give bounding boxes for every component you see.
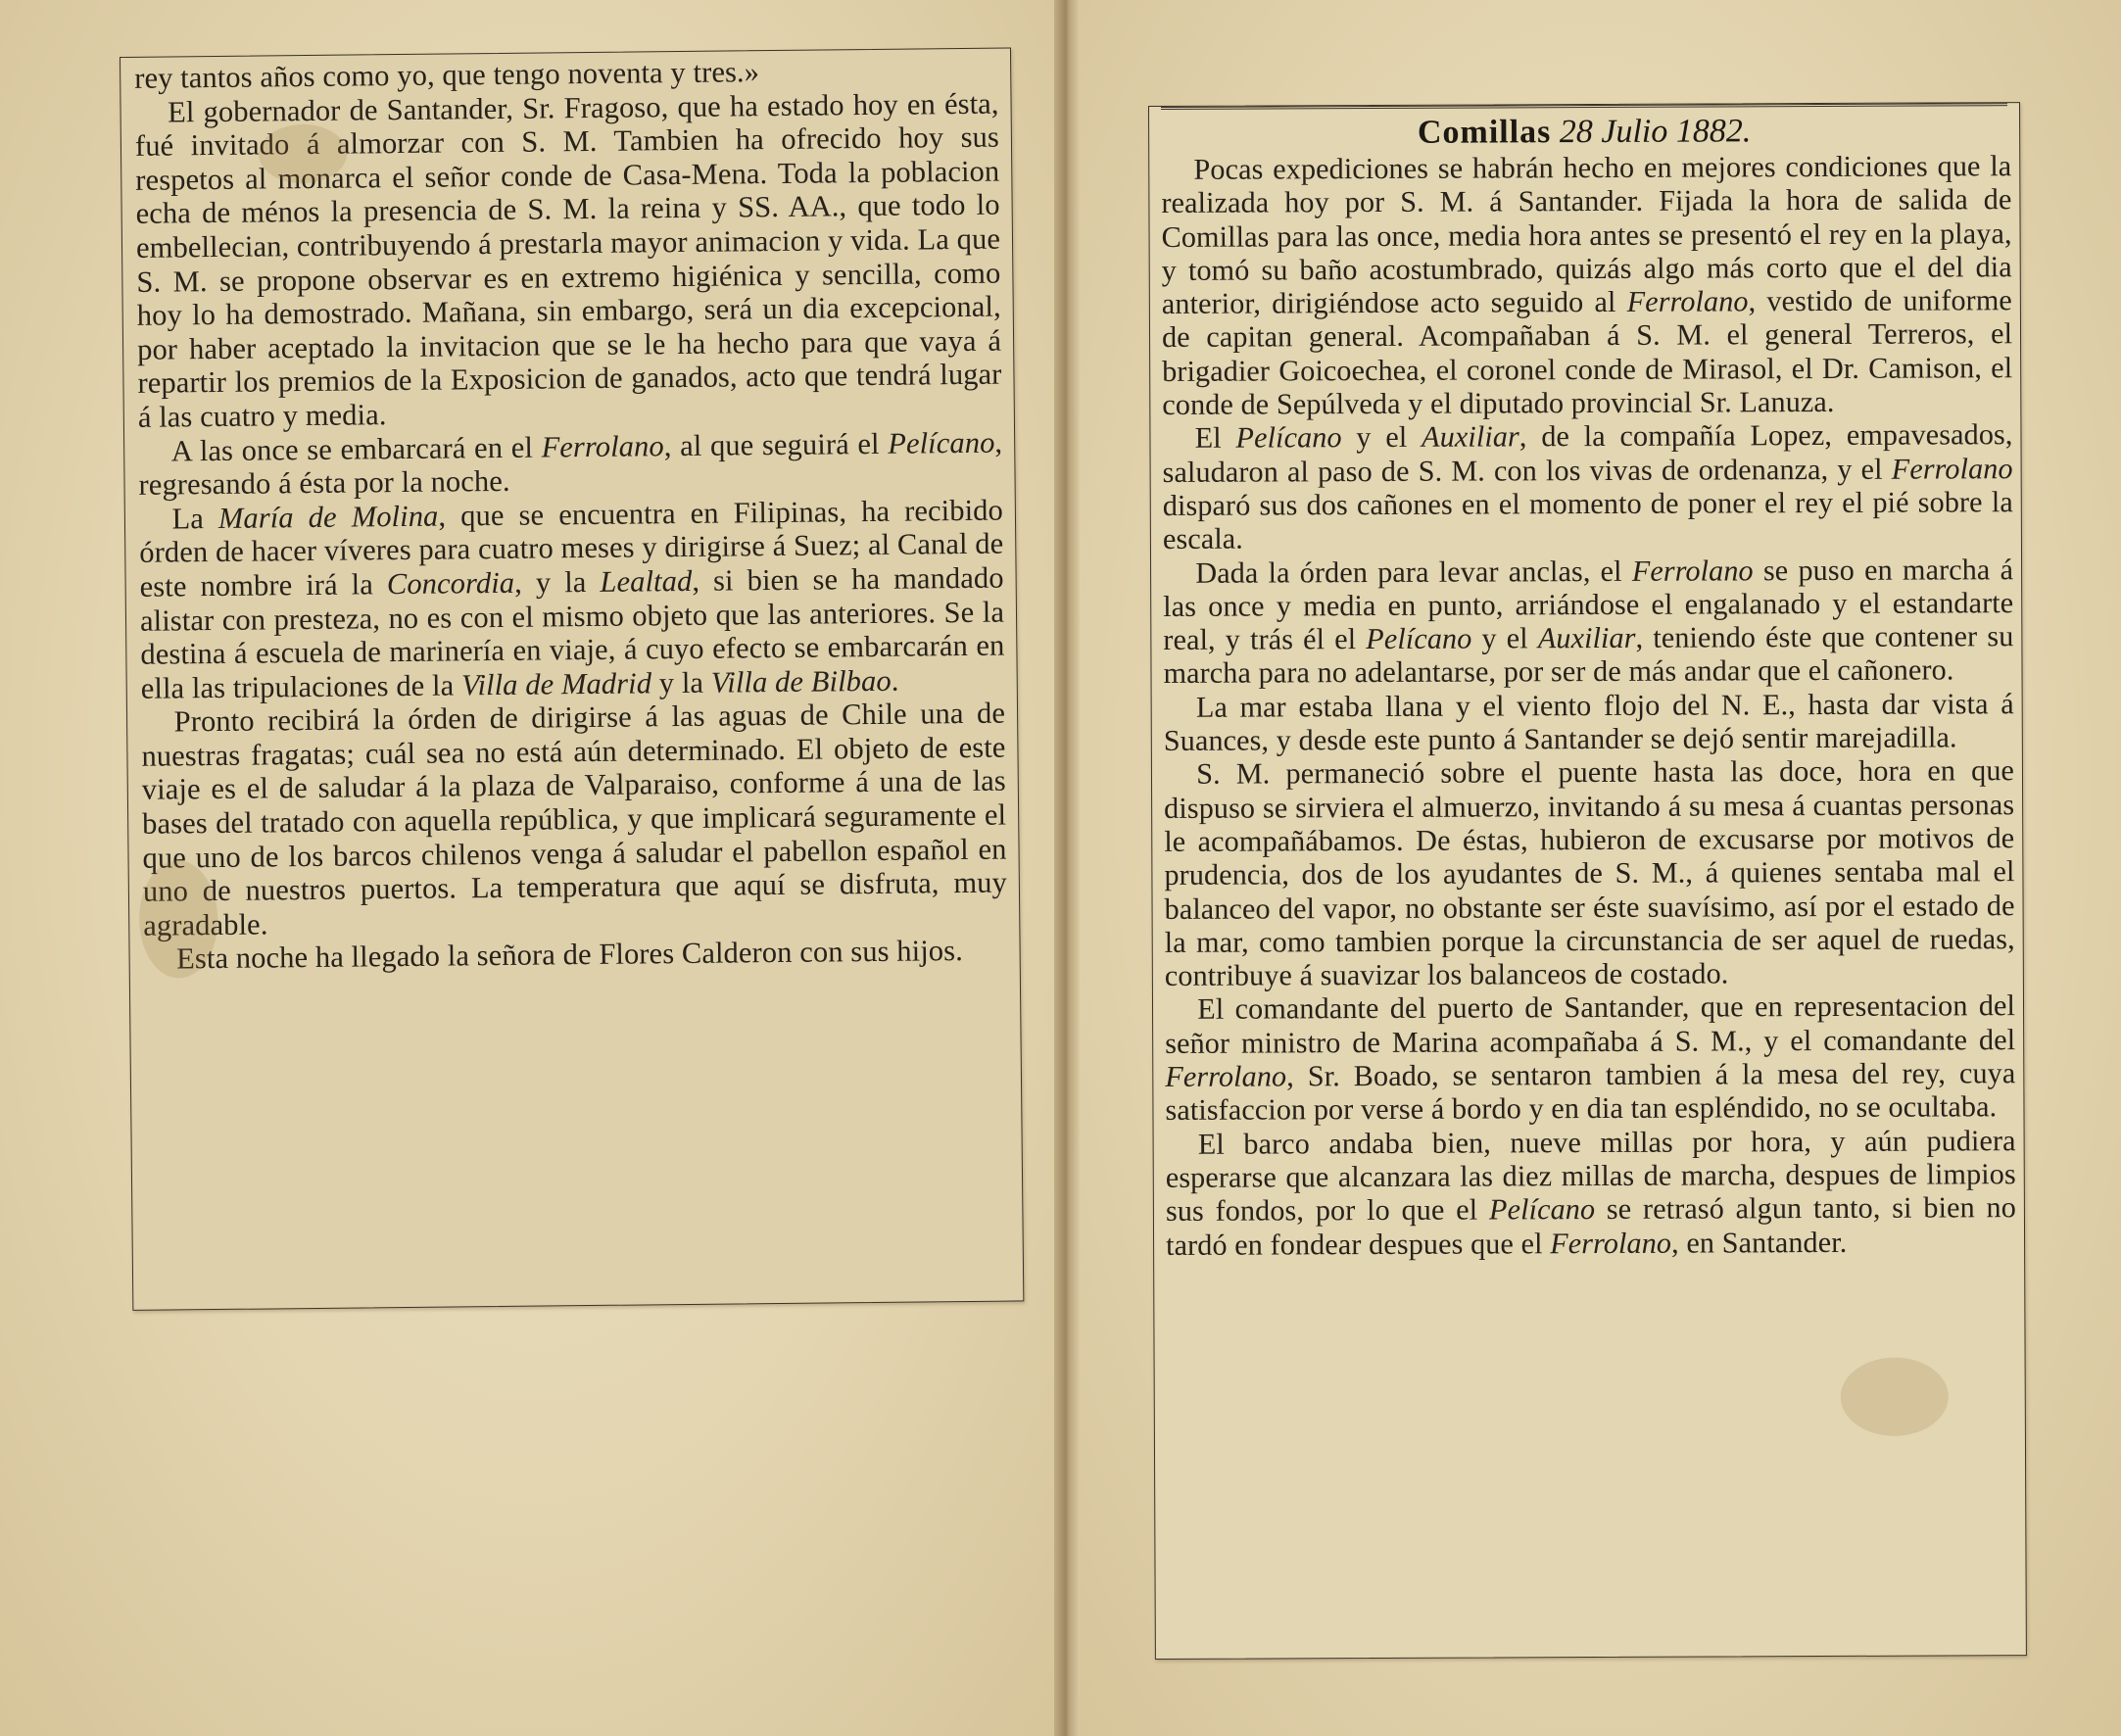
italic-ship-name: Ferrolano xyxy=(541,428,664,464)
book-spine xyxy=(1054,0,1080,1736)
text-run: disparó sus dos cañones en el momento de poner el rey el pié sobre la escala. xyxy=(1162,485,2013,556)
italic-ship-name: Auxiliar xyxy=(1422,419,1519,455)
article-paragraph xyxy=(134,86,1002,434)
text-run: y el xyxy=(1341,420,1422,455)
text-run: , al que seguirá el xyxy=(663,426,889,462)
text-run: , que se encuentra en Filipinas, ha recibido órden de hacer víveres para cuatro meses y dirigirse á Suez; al Canal de este nombre irá la xyxy=(139,493,1004,603)
text-run: . xyxy=(891,663,899,698)
italic-ship-name: Ferrolano xyxy=(1550,1226,1672,1260)
text-run: , de la compañía Lopez, empavesados, saludaron al paso de S. M. con los vivas de ordenanza, y el xyxy=(1162,417,2013,489)
article-paragraph xyxy=(1164,753,2015,992)
text-run: , regresando á ésta por la noche. xyxy=(138,425,1003,502)
dateline-date: 28 Julio 1882. xyxy=(1559,113,1752,151)
text-run: S. M. permaneció sobre el puente hasta las doce, hora en que dispuso se sirviera el almuerzo, invitando á su mesa á cuantas personas le acompañábamos. De éstas, hubieron de excusarse por motivos de prudencia, dos de los ayudantes de S. M., á quienes sentaba mal el balanceo del vapor, no obstante ser éste suavísimo, así por el estado de la mar, como tambien porque la circunstancia de ser aquel de ruedas, contribuye á suavizar los balanceos de costado. xyxy=(1164,753,2015,993)
article-paragraph xyxy=(1163,553,2014,691)
italic-ship-name: Ferrolano xyxy=(1631,553,1754,588)
text-run: Pocas expediciones se habrán hecho en mejores condiciones que la realizada hoy por S. M. á Santander. Fijada la hora de salida de Comillas para las once, media hora antes se presentó el rey en la playa, y tomó su baño acostumbrado, quizás algo más corto que el del dia anterior, dirigiéndose acto seguido al xyxy=(1161,149,2012,321)
text-run: se retrasó algun tanto, si bien no tardó en fondear despues que el xyxy=(1165,1190,2016,1262)
text-run: y el xyxy=(1471,621,1538,655)
article-paragraph xyxy=(1165,989,2016,1128)
article-paragraph xyxy=(1166,1124,2017,1262)
left-clipping-text xyxy=(121,48,1020,976)
italic-ship-name: Ferrolano xyxy=(1626,284,1749,319)
article-paragraph xyxy=(138,425,1003,502)
text-run: Pronto recibirá la órden de dirigirse á las aguas de Chile una de nuestras fragatas; cuál sea no está aún determinado. El objeto de este viaje es el de saludar á la plaza de Valparaiso, conforme á una de las bases del tratado con aquella república, y que implicará seguramente el que uno de los barcos chilenos venga á saludar el pabellon español en uno de nuestros puertos. La temperatura que aquí se disfruta, muy agradable. xyxy=(141,696,1008,942)
right-clipping-text xyxy=(1149,149,2024,1262)
italic-ship-name: Lealtad xyxy=(600,563,693,599)
article-paragraph xyxy=(1162,418,2013,556)
text-run: A las once se embarcará en el xyxy=(170,430,542,467)
text-run: , y la xyxy=(513,564,601,600)
dateline-place: Comillas xyxy=(1417,114,1552,151)
clipping-dateline xyxy=(1161,103,2007,153)
text-run: Dada la órden para levar anclas, el xyxy=(1195,554,1632,590)
text-run: , teniendo éste que contener su marcha para no adelantarse, por ser de más andar que el cañonero. xyxy=(1163,619,2014,691)
italic-ship-name: Villa de Bilbao xyxy=(710,663,892,699)
italic-ship-name: Concordia xyxy=(386,565,515,602)
text-run: La mar estaba llana y el viento flojo del N. E., hasta dar vista á Suances, y desde este punto á Santander se dejó sentir marejadilla. xyxy=(1163,686,2014,757)
article-paragraph xyxy=(139,493,1005,705)
italic-ship-name: María de Molina xyxy=(217,499,439,535)
text-run: , Sr. Boado, se sentaron tambien á la mesa del rey, cuya satisfaccion por verse á bordo y en dia tan espléndido, no se ocultaba. xyxy=(1165,1056,2016,1128)
text-run: , si bien se ha mandado alistar con presteza, no es con el mismo objeto que las anteriores. Se la destina á escuela de marinería en viaje, á cuyo efecto se embarcarán en ella las tripulaciones de la xyxy=(139,560,1005,705)
text-run: La xyxy=(171,501,219,536)
italic-ship-name: Ferrolano xyxy=(1891,451,2013,486)
text-run: El barco andaba bien, nueve millas por hora, y aún pudiera esperarse que alcanzara las diez millas de marcha, despues de limpios sus fondos, por lo que el xyxy=(1165,1123,2016,1229)
italic-ship-name: Pelícano xyxy=(1235,420,1342,455)
text-run: , en Santander. xyxy=(1671,1225,1848,1260)
article-paragraph xyxy=(1161,149,2012,421)
left-newspaper-clipping xyxy=(120,47,1024,1310)
italic-ship-name: Ferrolano xyxy=(1165,1059,1287,1093)
italic-ship-name: Pelícano xyxy=(1488,1192,1596,1227)
article-paragraph xyxy=(141,697,1007,942)
text-run: El comandante del puerto de Santander, que en representacion del señor ministro de Marina acompañaba á S. M., y el comandante del xyxy=(1165,989,2016,1060)
right-newspaper-clipping xyxy=(1148,102,2027,1660)
italic-ship-name: Pelícano xyxy=(888,425,995,460)
text-run: se puso en marcha á las once y media en punto, arriándose el engalanado y el estandarte real, y trás él el xyxy=(1163,552,2014,657)
text-run: , vestido de uniforme de capitan general. Acompañaban á S. M. el general Terreros, el brigadier Goicoechea, el coronel conde de Mirasol, el Dr. Camison, el conde de Sepúlveda y el diputado provincial Sr. Lanuza. xyxy=(1161,283,2013,422)
text-run: rey tantos años como yo, que tengo noventa y tres.» xyxy=(134,55,760,95)
italic-ship-name: Villa de Madrid xyxy=(460,666,652,702)
italic-ship-name: Auxiliar xyxy=(1537,620,1636,655)
text-run: Esta noche ha llegado la señora de Flores Calderon con sus hijos. xyxy=(176,934,964,976)
article-paragraph xyxy=(1164,687,2014,757)
text-run: El gobernador de Santander, Sr. Fragoso, que ha estado hoy en ésta, fué invitado á almorzar con S. M. Tambien ha ofrecido hoy sus respetos al monarca el señor conde de Casa-Mena. Toda la poblacion echa de ménos la presencia de S. M. la reina y SS. AA., que todo lo embellecian, contribuyendo á prestarla mayor animacion y vida. La que S. M. se propone observar es en extremo higiénica y sencilla, como hoy lo ha demostrado. Mañana, sin embargo, será un dia excepcional, por haber aceptado la invitacion que se le ha hecho para que vaya á repartir los premios de la Exposicion de ganados, acto que tendrá lugar á las cuatro y media. xyxy=(134,86,1002,434)
text-run: El xyxy=(1194,420,1236,456)
italic-ship-name: Pelícano xyxy=(1366,621,1472,656)
text-run: y la xyxy=(651,665,711,700)
